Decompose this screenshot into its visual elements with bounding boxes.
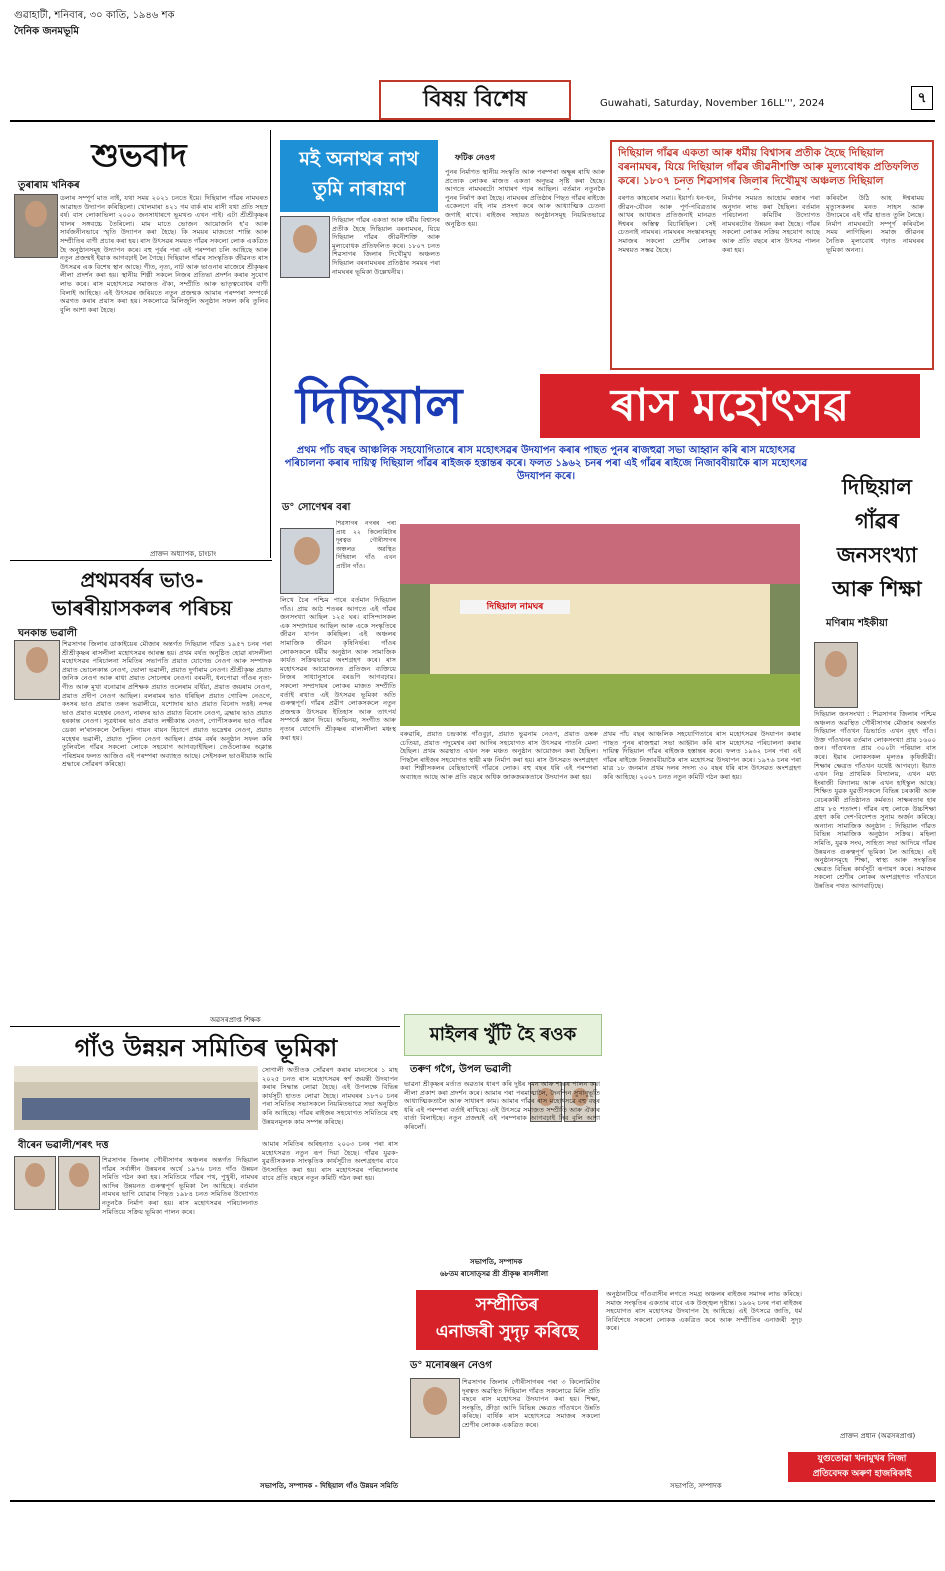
article3-author: বীৰেন ভৱালী/শৰৎ দত্ত <box>18 1140 109 1151</box>
right-title-line4: আৰু শিক্ষা <box>832 577 922 601</box>
highlight-col2: নিৰ্মাণৰ সময়ত আহোম ৰজাৰ পৰা অনুদান লাভ কৰা হৈছিল। বৰ্তমান পৰিচালনা কমিটিৰ উদ্যোগত নামঘৰটোৰ উন্নয়ন কৰা হৈছে। গাঁৱৰ সকলো লোকৰ সক্ৰিয় সহযোগ আছে আৰু প্ৰতি বছৰে ৰাস উৎসৱ পালন কৰা হয়। <box>722 194 820 254</box>
author-photo <box>14 194 58 258</box>
article2-title-line2: ভাৰৰীয়াসকলৰ পৰিচয় <box>52 596 232 620</box>
article3-face2 <box>69 1163 89 1187</box>
banner-lead: প্ৰথম পাঁচ বছৰ আঞ্চলিক সহযোগিতাৰে ৰাস মহোৎসৱৰ উদযাপন কৰাৰ পাছত পুনৰ ৰাজহুৱা সভা আহ্বান কৰি ৰাস মহোৎসৱ পৰিচালনা কৰাৰ দায়িত্ব দিছিয়াল গাঁৱৰ ৰাইজক হস্তান্তৰ কৰে। ফলত ১৯৬২ চনৰ পৰা এই গাঁৱৰ ৰাইজে নিজাববীয়াকৈ ৰাস মহোৎসৱ উদযাপন কৰে। <box>284 445 808 482</box>
article1-body: ডলাৰ সম্পূৰ্ণ মাত নাই, যথা সময় ২০২১ চনতে ইয়ে। দিছিয়াল গাঁৱৰ নামঘৰত আৱাহত উদ্যাপন কৰিছিলো। খোলমাৰা ৪২১ গম বাৰ্ক ৰাম ৰাসী যথা প্ৰতি সহস্ৰ বৰ্ষ। বাস লোকাভিলা ২০০০ জনসাধাৰণে ভূমখণ্ড এখন পাই। এটা শ্ৰীশ্ৰীকৃষ্ণৰ খালৰ সঙ্গবচ্চে তৈৰিলো। মাম মাতে ভোজন আয়োজনি হ'ব আৰু সাৰ্বজনীনভাবে স্মৃতি উদ্যাপন কৰা হৈছে। কি সময়ৰ মাজতো শান্তি আৰু সম্প্ৰীতিৰ বাণী প্ৰচাৰ কৰা হয়। ৰাস উৎসৱৰ সময়ত গাঁৱৰ সকলো লোক একত্ৰিত হৈ অনুষ্ঠানসমূহ উদ্যাপন কৰে। বহু পূৰ্বৰ পৰা এই পৰম্পৰা চলি আহিছে আৰু নতুন প্ৰজন্মই ইয়াক আগবঢ়াই লৈ গৈছে। দিছিয়াল গাঁৱৰ সাংস্কৃতিক জীৱনত ৰাস উৎসৱৰ এক বিশেষ স্থান আছে। গীত, নৃত্য, নাট আৰু ভাওনাৰ মাজেৰে শ্ৰীকৃষ্ণৰ লীলা প্ৰদৰ্শন কৰা হয়। স্থানীয় শিল্পী সকলে নিজৰ প্ৰতিভা প্ৰদৰ্শন কৰাৰ সুযোগ লাভ কৰে। ৰাস মহোৎসৱে সমাজত ঐক্য, সম্প্ৰীতি আৰু ভাতৃত্ববোধৰ বাণী বিলাই আহিছে। এই উৎসৱৰ জৰিয়তে নতুন প্ৰজন্মক আমাৰ পৰম্পৰা সম্পৰ্কে অৱগত কৰাৰ প্ৰয়াস কৰা হয়। সকলোৱে মিলিজুলি অনুষ্ঠান সফল কৰি তুলিব বুলি আশা কৰা হৈছে। <box>60 194 268 314</box>
article2-face <box>26 647 48 673</box>
header-rule <box>10 120 935 122</box>
divider-3 <box>10 1026 400 1027</box>
article5-face <box>423 1387 447 1415</box>
feature-title-line1: মই অনাথৰ নাথ <box>299 148 419 170</box>
right-title-line1: দিছিয়াল <box>842 475 912 499</box>
photo-roof <box>400 524 800 584</box>
right-article-author: মণিৰাম শইকীয়া <box>826 618 888 629</box>
photo-signboard: দিছিয়াল নামঘৰ <box>460 600 570 614</box>
center-author-face <box>294 537 320 565</box>
right-title-line3: জনসংখ্যা <box>836 543 918 567</box>
section-title: বিষয় বিশেষ <box>379 80 571 120</box>
article2-footer: অৱসৰপ্ৰাপ্ত শিক্ষক <box>210 1016 261 1024</box>
photo-ground <box>400 674 800 726</box>
center-col3: প্ৰথম পাঁচ বছৰ আঞ্চলিক সহযোগিতাৰে ৰাস মহোৎসৱৰ উদযাপন কৰাৰ পাছত পুনৰ ৰাজহুৱা সভা আহ্বান কৰি ৰাস মহোৎসৱ পৰিচালনা কৰাৰ দায়িত্ব দিছিয়াল গাঁৱৰ ৰাইজক হস্তান্তৰ কৰে। ফলত ১৯৬২ চনৰ পৰা এই গাঁৱৰ ৰাইজে নিজাববীয়াকৈ ৰাস মহোৎসৱ উদযাপন কৰে। ১৯৭৬ চনৰ পৰা মাত্ৰ ১৮ জনমান প্ৰথম দলৰ সদস্য ৩০ বছৰ ধৰি ৰাস উৎসৱত অংশগ্ৰহণ কৰি আহিছে। ২০০৭ চনত নতুন কমিটি গঠন কৰা হয়। <box>603 730 801 781</box>
banner-part1: দিছিয়াল <box>296 377 463 435</box>
right-title-line2: গাঁৱৰ <box>855 509 899 533</box>
article2-title <box>14 566 270 622</box>
article5-col2: অনুষ্ঠানটিয়ে গাঁওবাসীৰ লগতে সমগ্ৰ অঞ্চলৰ ৰাইজৰ সমাদৰ লাভ কৰিছে। সমাজ সংস্কৃতিৰ একতাৰ বাবে এক উজ্জ্বল দৃষ্টান্ত। ১৯৬২ চনৰ পৰা ৰাইজৰ সহযোগত ৰাস মহোৎসৱ উদযাপন হৈ আহিছে। এই উৎসৱে জাতি, ধৰ্ম নিৰ্বিশেষে সকলো লোকক একত্ৰিত কৰে আৰু সম্প্ৰীতিৰ এনাজৰী সুদৃঢ় কৰে। <box>606 1290 802 1333</box>
meeting-photo-ceiling <box>14 1066 258 1082</box>
right-article-body: দিছিয়াল জনসংখ্যা : শিৱসাগৰ জিলাৰ পশ্চিম অঞ্চলত অৱস্থিত গৌৰীসাগৰ মৌজাৰ অন্তৰ্গত দিছিয়াল গাঁওখন ডিভাৰ্চত এখন বৃহৎ গাঁও। উক্ত গাঁওখনৰ বৰ্তমান লোকসংখ্যা প্ৰায় ১৬০০ জন। গাঁওখনত প্ৰায় ৩০০টা পৰিয়াল বাস কৰে। ইয়াৰ লোকসকল মূলতঃ কৃষিজীৱী। শিক্ষাৰ ক্ষেত্ৰত গাঁওখন যথেষ্ট আগবঢ়া। ইয়াত এখন নিম্ন প্ৰাথমিক বিদ্যালয়, এখন মধ্য ইংৰাজী বিদ্যালয় আৰু এখন হাইস্কুল আছে। শিক্ষিত যুৱক যুৱতীসকলে বিভিন্ন চৰকাৰী আৰু বেচৰকাৰী প্ৰতিষ্ঠানত কৰ্মৰত। সাক্ষৰতাৰ হাৰ প্ৰায় ৮৫ শতাংশ। গাঁৱৰ বহু লোকে উচ্চশিক্ষা গ্ৰহণ কৰি দেশ-বিদেশত সুনাম অৰ্জন কৰিছে। অন্যান্য সামাজিক অনুষ্ঠান : দিছিয়াল গাঁৱত বিভিন্ন সামাজিক অনুষ্ঠান সক্ৰিয়। মহিলা সমিতি, যুৱক সংঘ, সাহিত্য সভা আদিয়ে গাঁৱৰ উন্নয়নত গুৰুত্বপূৰ্ণ ভূমিকা লৈ আহিছে। এই অনুষ্ঠানসমূহে শিক্ষা, স্বাস্থ্য আৰু সংস্কৃতিৰ ক্ষেত্ৰত বিভিন্ন কাৰ্যসূচী ৰূপায়ণ কৰে। সমাজৰ সকলো শ্ৰেণীৰ লোকৰ অংশগ্ৰহণত গাঁওখনে উন্নতিৰ পথত আগবাঢ়িছে। <box>814 710 936 890</box>
divider-2 <box>10 560 272 561</box>
feature-col2: পুনৰ নিৰ্মাণত স্থানীয় সংস্কৃতি আৰু পৰম্পৰা অক্ষুন্ন ৰাখি আৰু প্ৰত্যেক লোকৰ মাজত একতা অনুভৱ সৃষ্টি কৰা হৈছে। আগতে নামঘৰটো সাধাৰণ গঢ়ৰ আছিল। বৰ্তমান নতুনকৈ পুনৰ নিৰ্মাণ কৰা হৈছে। নামঘৰৰ প্ৰতিষ্ঠাৰ পিছত গাঁৱৰ ৰাইজে একেলগে বহি নাম প্ৰসংগ কৰে আৰু আধ্যাত্মিক চেতনা জগাই ৰাখে। ৰাইজৰ সহায়ত অনুষ্ঠানসমূহ নিয়মিতভাৱে অনুষ্ঠিত হয়। <box>445 168 605 228</box>
article3-photo2 <box>58 1156 100 1210</box>
article4-title: মাইলৰ খুঁটি হৈ ৰওক <box>404 1014 602 1056</box>
center-col2: বৰুৱাৰি, প্ৰয়াত চন্দ্ৰকান্ত গাঁওবুঢ়া, প্ৰয়াত ভুৱনাম নেওগ, প্ৰয়াত ডম্বৰু চেতিয়া, প্ৰয়াত পদুমেশ্বৰ বৰা আদিৰ সহযোগত ৰাস উৎসৱৰ পাতনি মেলা হৈছিল। প্ৰথম অৱস্থাত এখন সৰু মঞ্চত অনুষ্ঠান আয়োজন কৰা হৈছিল। পিছলৈ ৰাইজৰ সহযোগত স্থায়ী মঞ্চ নিৰ্মাণ কৰা হয়। ৰাস উৎসৱত অংশগ্ৰহণ কৰা শিল্পীসকলৰ বেছিভাগেই গাঁৱৰে লোক। বহু বছৰ ধৰি এই পৰম্পৰা অব্যাহত আছে আৰু প্ৰতি বছৰে অধিক জাকজমকতাৰে উদযাপন কৰা হয়। <box>400 730 598 781</box>
right-author-photo <box>814 642 858 708</box>
article2-body: শিৱসাগৰ জিলাৰ ডাকাইয়েৰ মৌজাৰ অন্তৰ্গত দিছিয়াল গাঁৱত ১৯৫৭ চনৰ পৰা শ্ৰীশ্ৰীকৃষ্ণৰ ৰাসলীলা মহোৎসৱৰ আৰম্ভ হয়। প্ৰথম বৰ্ষত অনুষ্ঠিত হোৱা ৰাসলীলা মহোৎসৱৰ পৰিচালনা সমিতিৰ সভাপতি প্ৰয়াত যোগেন্দ্ৰ নেওগ আৰু সম্পাদক প্ৰয়াত ভোলেকান্ত নেওগ, ভোলা ভৱালী, প্ৰয়াত দুৰ্গাৰাম নেওগ। শ্ৰীশ্ৰীকৃষ্ণ প্ৰয়াত জনিক নেওগ আৰু ৰাধা প্ৰয়াত সোনেশ্বৰ নেওগ। বৰমনী, ধনপোৱা গাঁওৰ নৃত্য-গীত আৰু মূখা বনোৱাৰ প্ৰশিক্ষক প্ৰয়াত তলেৰাম বৰ্ধিয়া, প্ৰয়াত জয়ৰাম নেওগ, প্ৰয়াত প্ৰদীপ নেওগ আছিল। বলৰামৰ ভাও ধৰিছিল প্ৰয়াত গোবিন্দ নেওগে, কংসৰ ভাও প্ৰয়াত তৰুন ভৱালীয়ে, যশোদাৰ ভাও প্ৰয়াত বিনোদ দত্তই। নন্দৰ ভাও প্ৰয়াত মহেশ্বৰ নেওগ, নাৰদৰ ভাও প্ৰয়াত বিনোদ নেওগ, ব্ৰহ্মাৰ ভাও প্ৰয়াত হৰকান্ত নেওগ। সূত্ৰধাৰৰ ভাও প্ৰয়াত লক্ষ্মীকান্ত নেওগ, গোপীসকলৰ ভাও গাঁৱৰ ডেকা ল'ৰাসকলে লৈছিল। গায়ন বায়ন হিচাপে প্ৰয়াত ভদ্ৰেশ্বৰ নেওগ, প্ৰয়াত মহেশ্বৰ ভৱালী, প্ৰয়াত পুলিন নেওগ আছিল। প্ৰথম বৰ্ষৰ অনুষ্ঠান সফল কৰি তুলিবলৈ গাঁৱৰ সকলো লোকে সহযোগ আগবঢ়াইছিল। তেওঁলোকৰ অক্লান্ত পৰিশ্ৰমৰ ফলত আজিও এই পৰম্পৰা অব্যাহত আছে। সেইসকল ভাওৰীয়াক আমি শ্ৰদ্ধাৰে সোঁৱৰণ কৰিছো। <box>62 640 272 769</box>
article3-col3: আমাৰ সমিতিৰ অৰিহনাত ২০০৩ চনৰ পৰা ৰাস মহোৎসৱত নতুন ৰূপ দিয়া হৈছে। গাঁৱৰ যুৱক-যুৱতীসকলক সাংস্কৃতিক কাৰ্যসূচীত অংশগ্ৰহণৰ বাবে উৎসাহিত কৰা হয়। ৰাস মহোৎসৱৰ পৰিচালনাৰ বাবে প্ৰতি বছৰে নতুন কমিটি গঠন কৰা হয়। <box>262 1140 398 1183</box>
article4-body: ভাৱনা শ্ৰীকৃষ্ণৰ মৰ্ত্যত অৱতাৰ ধাৰণ কৰি দুষ্টৰ দমন আৰু শান্তৰ পালন কৰা লীলা প্ৰকাশ কৰা প্ৰদৰ্শন কৰে। আমাৰ পৰা পৰমাত্মালৈ, দৈনন্দিন সুখানুভূতি আধ্যাত্মিকতালৈ আৰু সাধাৰণ কাম। আমাৰ গাঁৱৰ ৰাস মহোৎসৱে বহু বছৰ ধৰি এই পৰম্পৰা বৰ্তাই ৰাখিছে। এই উৎসৱে সমাজত সম্প্ৰীতি আৰু ঐক্যৰ বাৰ্তা বিলাইছে। নতুন প্ৰজন্মই এই পৰম্পৰাক আগবঢ়াই নিব বুলি আশা কৰিলোঁ। <box>404 1080 600 1131</box>
highlight-col3: কৰিবলৈ উঠি আহ ঈশ্বৰাময় মৃত্যুসকলৰ মনত সাহস আৰু উদ্যমেৰে এই গাঁৱ হাতত তুলি লৈছে। নিৰ্মাণ নামঘৰটো সম্পূৰ্ণ কৰিবলৈ সময় লাগিছিল। সমাজ জীৱনৰ নৈতিক মূল্যবোধ গঢ়াত নামঘৰৰ ভূমিকা অনন্য। <box>826 194 924 254</box>
article4-footer2: ৬৮তম ৰাসোত্সৱ শ্ৰী শ্ৰীকৃষ্ণ ৰাসলীলা <box>440 1270 548 1278</box>
feature-title-box <box>280 140 438 212</box>
meeting-photo <box>14 1066 258 1130</box>
highlight-col1: বৰণত কাহৰোৰ সমা।। ইয়াৰ্ণ। ধন-ধন, জীৱন-যৌবন আৰু পূৰ্ণ-পবিত্ৰতাৰ আখৰ আধাৰত প্ৰতিজনাই মানৱত ঈশ্বৰৰ অস্তিত্ব বিচাৰিছিল। সেই চেতনাই নামঘৰ। নামঘৰৰ সংস্কাৰসমূহ সমাজৰ সকলো শ্ৰেণীৰ লোকৰ সমন্বয়ত সম্ভৱ হৈছে। <box>618 194 716 254</box>
center-author: ড° সোণেশ্বৰ বৰা <box>282 502 351 513</box>
feature-title-line2: তুমি নাৰায়ণ <box>312 178 406 200</box>
article3-col2: সোণালী অতীতক সোঁৱৰণ কৰাৰ মানসেৰে ১ মাহ ২০২৫ চনত ৰাস মহোৎসৱৰ স্বৰ্ণ জয়ন্তী উদযাপন কৰাৰ সিদ্ধান্ত লোৱা হৈছে। এই উপলক্ষে বিভিন্ন কাৰ্যসূচী হাতত লোৱা হৈছে। নামঘৰৰ ১৮৭০ চনৰ পৰা সমিতিৰ সভাসকলে নিয়মিতভাৱে সভা অনুষ্ঠিত কৰি আহিছে। গাঁৱৰ ৰাইজৰ সহযোগত সমিতিয়ে বহু উন্নয়নমূলক কাম সম্পন্ন কৰিছে। <box>262 1066 398 1126</box>
right-article-footer: প্ৰাক্তন প্ৰধান (অৱসৰপ্ৰাপ্ত) <box>840 1432 916 1440</box>
article5-footer: সভাপতি, সম্পাদক <box>670 1482 722 1490</box>
article5-title-line1: সম্প্ৰীতিৰ <box>475 1295 539 1315</box>
article3-title: গাঁও উন্নয়ন সমিতিৰ ভূমিকা <box>74 1034 338 1062</box>
namghar-photo <box>400 524 800 726</box>
highlight-lead: দিছিয়াল গাঁৱৰ একতা আৰু ধৰ্মীয় বিশ্বাসৰ প্ৰতীক হৈছে দিছিয়াল বৰনামঘৰ, যিয়ে দিছিয়াল গাঁৱৰ জীৱনীশক্তি আৰু মূল্যবোধক প্ৰতিফলিত কৰে। ১৮০৭ চনত শিৱসাগৰ জিলাৰ দিখৌমুখ অঞ্চলত দিছিয়াল <box>618 147 919 187</box>
right-article-title <box>818 470 936 606</box>
reporter-tag <box>788 1452 936 1482</box>
feature-author: ফটিক নেওগ <box>455 153 496 162</box>
feature-author-photo <box>280 216 330 278</box>
header-date: গুৱাহাটী, শনিবাৰ, ৩০ কাতি, ১৯৪৬ শক <box>14 10 175 21</box>
article2-photo <box>14 640 60 700</box>
footer-rule <box>10 1500 935 1502</box>
column-divider <box>270 130 271 558</box>
paper-name: দৈনিক জনমভূমি <box>14 26 79 37</box>
highlight-box <box>610 140 934 370</box>
feature-col1: দিছিয়াল গাঁৱৰ একতা আৰু ধৰ্মীয় বিশ্বাসৰ প্ৰতীক হৈছে দিছিয়াল বৰনামঘৰ, যিয়ে দিছিয়াল গাঁৱৰ জীৱনীশক্তি আৰু মূল্যবোধক প্ৰতিফলিত কৰে। ১৮০৭ চনত শিৱসাগৰ জিলাৰ দিখৌমুখ অঞ্চলত দিছিয়াল বৰনামঘৰৰ প্ৰতিষ্ঠাৰ সময়ৰ পৰা নামঘৰৰ ভূমিকা উল্লেখনীয়। <box>332 216 440 276</box>
header-date-english: Guwahati, Saturday, November 16LL''', 2024 <box>600 98 825 109</box>
center-author-bio: শিৱসাগৰ নগৰৰ পৰা প্ৰায় ২২ কিলোমিটাৰ দূৰত্বত গৌৰীসাগৰ অঞ্চলত অৱস্থিত দিছিয়াল গাঁও এখন প্ৰাচীন গাঁও। <box>336 520 396 570</box>
article3-face1 <box>25 1163 45 1187</box>
right-author-face <box>825 651 847 677</box>
article5-photo <box>410 1378 460 1438</box>
banner-part2: ৰাস মহোৎসৱ <box>540 374 920 438</box>
article5-col1: শিৱসাগৰ জিলাৰ গৌৰীসাগৰৰ পৰা ৩ কিলোমিটাৰ দূৰত্বত অৱস্থিত দিছিয়াল গাঁৱত সকলোৱে মিলি প্ৰতি বছৰে ৰাস মহোৎসৱ উদযাপন কৰা হয়। শিক্ষা, সংস্কৃতি, ক্ৰীড়া আদি বিভিন্ন ক্ষেত্ৰত গাঁওখনে উন্নতি কৰিছে। বাৰ্ষিক ৰাস মহোৎসৱে সমাজৰ সকলো শ্ৰেণীৰ লোকক একত্ৰিত কৰে। <box>462 1378 600 1429</box>
article3-footer: সভাপতি, সম্পাদক - দিছিয়াল গাঁও উন্নয়ন সমিতি <box>260 1482 398 1490</box>
author-face <box>25 201 47 227</box>
article1-footer: প্ৰাক্তন অধ্যাপক, চাংচাং <box>150 550 217 558</box>
article2-author: ঘনকান্ত ভৱালী <box>18 628 77 639</box>
meeting-photo-audience <box>22 1098 250 1120</box>
article3-col1: শিৱসাগৰ জিলাৰ গৌৰীসাগৰ অঞ্চলৰ অন্তৰ্গত দিছিয়াল গাঁৱৰ সৰ্বাঙ্গীন উন্নয়নৰ অৰ্থে ১৯৭৬ চনত গাঁও উন্নয়ন সমিতি গঠন কৰা হয়। সমিতিয়ে গাঁৱৰ পথ, পুখুৰী, নামঘৰ আদিৰ উন্নয়নত গুৰুত্বপূৰ্ণ ভূমিকা লৈ আহিছে। বৰ্তমান নামঘৰ ভাগি যোৱাৰ পিছত ১৯৮৪ চনত সমিতিৰ উদ্যোগত নতুনকৈ নিৰ্মাণ কৰা হয়। ৰাস মহোৎসৱৰ পৰিচালনাত সমিতিয়ে সক্ৰিয় ভূমিকা পালন কৰে। <box>102 1156 258 1216</box>
photo-building <box>430 584 770 674</box>
article3-photo1 <box>14 1156 56 1210</box>
center-author-photo <box>280 528 334 594</box>
article5-title-line2: এনাজৰী সুদৃঢ় কৰিছে <box>435 1322 579 1342</box>
article5-title <box>416 1290 598 1350</box>
article1-title: শুভবাদ <box>91 136 187 174</box>
article2-title-line1: প্ৰথমবৰ্ষৰ ভাও- <box>80 568 204 592</box>
page-number: ৭ <box>911 86 933 110</box>
article4-footer: সভাপতি, সম্পাদক <box>470 1258 523 1266</box>
reporter-line2: প্ৰতিবেদক অৰুণ হাজৰিকাই <box>812 1469 912 1479</box>
article5-author: ড° মনোৰঞ্জন নেওগ <box>410 1360 492 1371</box>
reporter-line1: যুগুতোৱা খনামুখৰ নিজা <box>817 1454 907 1464</box>
feature-author-face <box>293 225 317 253</box>
article1-author: তুৰাৰাম খনিকৰ <box>18 180 80 191</box>
center-col1: লিখে চৈৰ পশ্চিম পাৰে বৰ্তমান দিছিয়াল গাঁও। প্ৰায় আঠ শতৰৰ আগতে এই গাঁৱৰ জনসংখ্যা আছিল ১২৫ ঘৰ। বাসিন্দাসকল এক সম্প্ৰদায়ৰ আছিল আৰু একে সংস্কৃতিৰে জীৱন যাপন কৰিছিল। এই অঞ্চলৰ সামাজিক জীৱন কৃষিনিৰ্ভৰ। গাঁওৰ লোকসকলে ধৰ্মীয় অনুষ্ঠান আৰু সামাজিক কাৰ্যত সক্ৰিয়ভাৱে অংশগ্ৰহণ কৰে। ৰাস মহোৎসৱৰ আয়োজনত প্ৰতিজন ব্যক্তিয়ে নিজৰ সাধ্যানুসাৰে বৰঙণি আগবঢ়ায়। সকলো সম্প্ৰদায়ৰ লোকৰ মাজত সম্প্ৰীতি বৰ্তাই ৰখাত এই উৎসৱৰ ভূমিকা অতি গুৰুত্বপূৰ্ণ। গাঁৱৰ প্ৰৱীণ লোকসকলে নতুন প্ৰজন্মক উৎসৱৰ ইতিহাস আৰু তাৎপৰ্য সম্পৰ্কে জ্ঞান দিয়ে। অভিনয়, সংগীত আৰু নৃত্যৰ যোগেদি শ্ৰীকৃষ্ণৰ বাল্যলীলা মঞ্চস্থ কৰা হয়। <box>280 596 396 742</box>
article4-author: তৰুণ গগৈ, উপল ভৱালী <box>410 1064 512 1075</box>
